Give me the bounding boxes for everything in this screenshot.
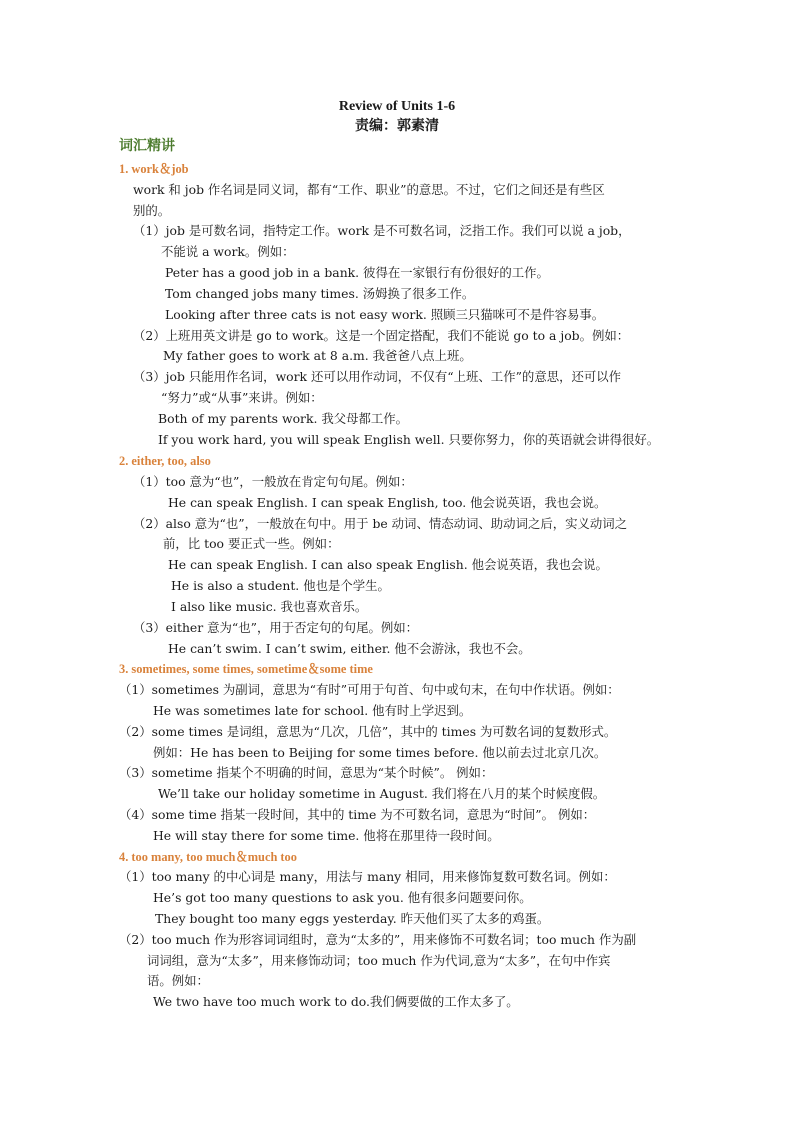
example-line: He can speak English. I can speak English, too. 他会说英语，我也会说。 [168,495,607,510]
point-line: （3）either 意为“也”，用于否定句的句尾。例如： [133,620,419,635]
example-line: He is also a student. 他也是个学生。 [171,578,390,593]
point-line: （1）too many 的中心词是 many，用法与 many 相同，用来修饰复数可数名词。例如： [119,869,616,884]
section-heading-3: 3. sometimes, some times, sometime＆some time [119,662,373,676]
vocab-heading: 词汇精讲 [119,139,175,154]
editor-line: 责编：郭素清 [355,119,439,134]
point-line: （2）also 意为“也”，一般放在句中。用于 be 动词、情态动词、助动词之后，实义动词之 [133,516,628,531]
example-line: My father goes to work at 8 a.m. 我爸爸八点上班。 [163,348,472,363]
point-line: 不能说 a work。例如： [161,244,295,259]
point-line: （2）too much 作为形容词词组时，意为“太多的”，用来修饰不可数名词；too much 作为副 [119,932,637,947]
example-line: Tom changed jobs many times. 汤姆换了很多工作。 [165,286,475,301]
example-line: Peter has a good job in a bank. 彼得在一家银行有份很好的工作。 [165,265,549,280]
example-line: He was sometimes late for school. 他有时上学迟到。 [153,703,472,718]
point-line: 语。例如： [147,973,209,988]
example-line: Looking after three cats is not easy work. 照顾三只猫咪可不是件容易事。 [165,307,605,322]
example-line: We’ll take our holiday sometime in August. 我们将在八月的某个时候度假。 [158,786,606,801]
example-line: I also like music. 我也喜欢音乐。 [171,599,368,614]
point-line: （3）job 只能用作名词，work 还可以用作动词，不仅有“上班、工作”的意思，还可以作 [133,369,622,384]
example-line: If you work hard, you will speak English well. 只要你努力，你的英语就会讲得很好。 [158,432,660,447]
example-line: Both of my parents work. 我父母都工作。 [158,411,409,426]
point-line: “努力”或“从事”来讲。例如： [161,390,323,405]
point-line: 词词组，意为“太多”，用来修饰动词；too much 作为代词,意为“太多”，在句中作宾 [147,953,611,968]
section-heading-4: 4. too many, too much＆much too [119,850,297,864]
point-line: （1）too 意为“也”，一般放在肯定句句尾。例如： [133,474,413,489]
point-line: （1）job 是可数名词，指特定工作。work 是不可数名词，泛指工作。我们可以说 a job， [133,223,631,238]
example-line: He will stay there for some time. 他将在那里待一段时间。 [153,828,500,843]
section-heading-1: 1. work＆job [119,162,189,176]
point-line: 前，比 too 要正式一些。例如： [163,536,340,551]
example-line: He can’t swim. I can’t swim, either. 他不会游泳，我也不会。 [168,641,531,656]
document-title: Review of Units 1-6 [338,99,456,114]
paragraph-line: work 和 job 作名词是同义词，都有“工作、职业”的意思。不过，它们之间还是有些区 [133,182,605,197]
paragraph-line: 别的。 [133,203,171,218]
example-line: They bought too many eggs yesterday. 昨天他们买了太多的鸡蛋。 [155,911,550,926]
point-line: （2）some times 是词组，意思为“几次，几倍”，其中的 times 为可数名词的复数形式。 [119,724,617,739]
point-line: （1）sometimes 为副词，意思为“有时”可用于句首、句中或句末，在句中作状语。例如： [119,682,620,697]
point-line: （2）上班用英文讲是 go to work。这是一个固定搭配，我们不能说 go to a job。例如： [133,328,630,343]
example-line: He can speak English. I can also speak English. 他会说英语，我也会说。 [168,557,608,572]
section-heading-2: 2. either, too, also [119,454,211,468]
example-line: 例如：He has been to Beijing for some times before. 他以前去过北京几次。 [153,745,607,760]
example-line: He’s got too many questions to ask you. 他有很多问题要问你。 [153,890,532,905]
point-line: （3）sometime 指某个不明确的时间，意思为“某个时候”。 例如： [119,765,494,780]
example-line: We two have too much work to do.我们俩要做的工作太多了。 [153,994,519,1009]
point-line: （4）some time 指某一段时间，其中的 time 为不可数名词，意思为“时间”。 例如： [119,807,596,822]
